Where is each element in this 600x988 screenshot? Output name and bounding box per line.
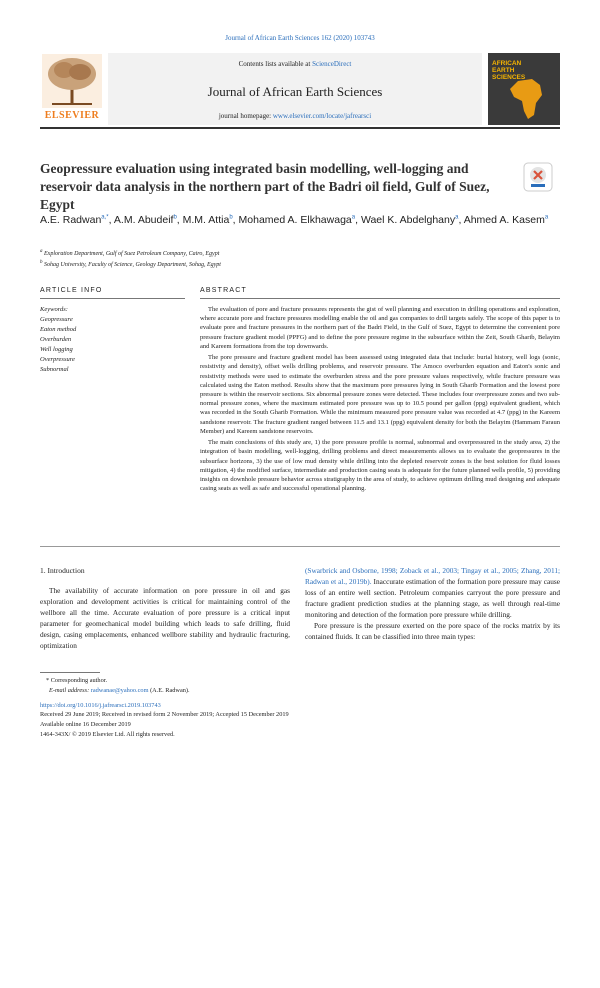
author-name[interactable]: Wael K. Abdelghany <box>360 214 456 226</box>
footnotes <box>40 676 560 740</box>
sciencedirect-link[interactable]: ScienceDirect <box>312 60 352 68</box>
keyword-item: Overburden <box>40 336 72 344</box>
received-dates: Received 29 June 2019; Received in revised form 2 November 2019; Accepted 15 December 2019 <box>40 711 289 719</box>
author-name[interactable]: Mohamed A. Elkhawaga <box>238 214 352 226</box>
keywords-label: Keywords: <box>40 306 68 313</box>
copyright: 1464-343X/ © 2019 Elsevier Ltd. All rights reserved. <box>40 730 175 738</box>
doi-link[interactable]: https://doi.org/10.1016/j.jafrearsci.2019.103743 <box>40 701 161 709</box>
affiliations <box>40 248 560 271</box>
keywords-block <box>40 305 185 375</box>
introduction-paragraph: (Swarbrick and Osborne, 1998; Zoback et al., 2003; Tingay et al., 2005; Zhang, 2011; Radwan et al., 2019b). Inaccurate estimation of the formation pore pressure may cause loss of an entire well section. Petroleum companies carryout the pore pressure and fracture gradient prediction studies at the planning stage, as well through real-time monitoring and detection of the formation pore pressure while drilling. <box>305 566 560 619</box>
article-info-heading: ARTICLE INFO <box>40 287 103 294</box>
crossmark-icon[interactable] <box>523 162 553 192</box>
affiliation-item: $^b$ Sohag University, Faculty of Science, Geology Department, Sohag, Egypt <box>40 260 221 269</box>
elsevier-wordmark: ELSEVIER <box>44 110 100 121</box>
journal-homepage-line: journal homepage: www.elsevier.com/locate/jafrearsci <box>218 112 372 120</box>
journal-reference[interactable]: Journal of African Earth Sciences 162 (2020) 103743 <box>225 34 375 42</box>
article-title: Geopressure evaluation using integrated basin modelling, well-logging and reservoir data analysis in the northern part of the Badri oil field, Gulf of Suez, Egypt <box>40 161 490 212</box>
introduction-paragraph: The availability of accurate information on pore pressure in oil and gas exploration and development activities is critical for maintaining control of the wellbore all the time. Accurate evaluation of pore pressure is a critical input parameter for geomechanical model building which leads to safe drilling, fluid design, casing emplacements, enhanced wellbore stability and hydraulic fracturing, optimization <box>40 586 290 650</box>
article-info-rule <box>40 298 185 299</box>
author-affiliation-mark[interactable]: a <box>351 214 356 221</box>
author-affiliation-mark[interactable]: a,* <box>101 214 109 221</box>
affiliation-item: $^a$ Exploration Department, Gulf of Suez Petroleum Company, Cairo, Egypt <box>40 249 220 257</box>
author-affiliation-mark[interactable]: b <box>173 214 177 221</box>
journal-title: Journal of African Earth Sciences <box>207 84 383 99</box>
abstract-paragraph: The main conclusions of this study are, 1) the pore pressure profile is normal, subnormal and overpressured in the study area, 2) the integration of basin modelling, well-logging, drilling problems and direct measurements allows us to evaluate the geopressures in the subsurface horizons, 3) the use of low mud density while drilling into the depleted reservoir zones is the best solution for fluid losses mitigation, 4) the modified surface, intermediate and production casing seats is adequate for the future planned wells profile, 5) providing insights on downhole pressure behavior across stratigraphy in the area of study, to achieve optimum drilling mud designing and adequate casing seats as well as safe and successful operational planning. <box>200 439 560 493</box>
introduction-paragraph: Pore pressure is the pressure exerted on the pore space of the rocks matrix by its contained fluids. It can be classified into three main types: <box>305 620 560 641</box>
introduction-heading: 1. Introduction <box>40 566 85 575</box>
author-affiliation-mark[interactable]: b <box>229 214 233 221</box>
journal-homepage-link[interactable]: www.elsevier.com/locate/jafrearsci <box>272 112 372 120</box>
abstract-rule <box>200 298 560 299</box>
author-name[interactable]: M.M. Attia <box>182 214 230 226</box>
introduction-right-column <box>305 566 560 643</box>
keyword-item: Overpressure <box>40 356 75 364</box>
author-name[interactable]: Ahmed A. Kasem <box>463 214 545 226</box>
abstract-heading: ABSTRACT <box>200 287 247 294</box>
author-name[interactable]: A.M. Abudeif <box>113 214 174 226</box>
keyword-item: Subnormal <box>40 366 69 374</box>
author-affiliation-mark[interactable]: a <box>455 214 459 221</box>
keyword-item: Well logging <box>40 346 73 354</box>
citation-links[interactable]: (Swarbrick and Osborne, 1998; Zoback et al., 2003; Tingay et al., 2005; Zhang, 2011; Radwan et al., 2019b). <box>305 566 560 586</box>
contents-available-line: Contents lists available at ScienceDirect <box>238 60 352 68</box>
author-affiliation-mark[interactable]: a <box>544 214 549 221</box>
available-online: Available online 16 December 2019 <box>40 721 131 728</box>
corresponding-author-note: * Corresponding author. <box>46 677 108 684</box>
footnote-rule <box>40 672 100 673</box>
abstract-end-rule <box>40 546 560 547</box>
keyword-item: Geopressure <box>40 316 73 324</box>
author-name[interactable]: A.E. Radwan <box>40 214 102 226</box>
email-link[interactable]: radwanae@yahoo.com <box>90 686 149 694</box>
abstract-paragraph: The evaluation of pore and fracture pressures represents the gist of well planning and execution in drilling operations and exploration, where accurate pore and fracture pressures modelling enable the oil and gas companies to drill targets safely. The scope of this paper is to evaluate pore and fracture pressures in the northern part of the Badri Field, in the Gulf of Suez, Egypt to determine the convenient pore pressure fracture gradient model (PPFG) and to define the pore pressure regime in the subsurface within the Zeit, South Gharib, Belayim and Kareem formations from the top downwards. <box>200 306 560 350</box>
abstract-body <box>200 305 560 495</box>
introduction-left-column <box>40 586 290 652</box>
elsevier-tree-logo-icon <box>42 54 102 108</box>
keyword-item: Eaton method <box>40 326 77 334</box>
email-line: E-mail address: radwanae@yahoo.com (A.E. Radwan). <box>49 686 190 694</box>
cover-title: AFRICAN EARTH SCIENCES <box>492 60 526 82</box>
abstract-paragraph: The pore pressure and fracture gradient model has been assessed using integrated data that include: burial history, well logs (sonic, resistivity and density), offset wells drilling problems, and reservoir pressure. The Amoco overburden equation and Eaton's sonic and resistivity methods were used to estimate the overburden stress and the pore pressure values respectively, while fracture pressure was calculated using the Eaton method. Results show that the maximum pore pressures lying in South Gharib Formation and the lowest pore pressure is within the reservoir sections. Six abnormal pressure zones were detected. These includes four overpressure zones and two sub-normal pressure zones, where the maximum estimated pore pressure was up to 10.5 pound per gallon (ppg) equivalent gradient, which was recorded in the South Gharib Formation. While the minimum measured pore pressure value was recorded at 4.7 (ppg) in the Kareem sandstone reservoir. The fracture gradient ranged between 11.5 and 13.1 (ppg) equivalent density for both the Belayim (Hammam Faraun Member) and Kareem sandstone reservoirs. <box>200 354 560 435</box>
author-list: A.E. Radwan$^{a,*}$, A.M. Abudeif$^b$, M.M. Attia$^b$, Mohamed A. Elkhawaga$^a$, Wael K. Abdelghany$^a$, Ahmed A. Kasem$^a$ <box>40 214 549 226</box>
